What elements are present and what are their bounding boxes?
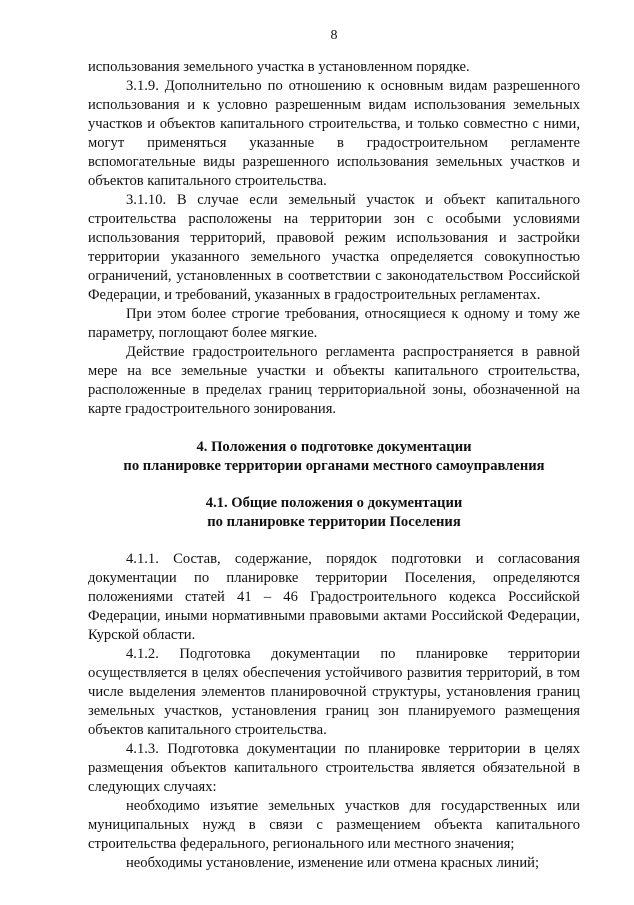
paragraph-4-1-1: 4.1.1. Состав, содержание, порядок подготовки и согласования документации по планировке территории Поселения, определяются положениями статей 41 – 46 Градостроительного кодекса Российской Федерации, иными нормативными правовыми актами Российской Федерации, Курской области. — [88, 551, 580, 643]
page-number: 8 — [330, 28, 338, 43]
list-item-red-lines: необходимы установление, изменение или отмена красных линий; — [126, 855, 540, 871]
subsection-heading-line-2: по планировке территории Поселения — [207, 514, 461, 530]
subsection-heading-line-1: 4.1. Общие положения о документации — [205, 495, 463, 511]
body-text-upper — [88, 58, 580, 419]
list-item-land-seizure: необходимо изъятие земельных участков для государственных или муниципальных нужд в связи с размещением объекта капитального строительства федерального, регионального или местного значения; — [88, 798, 580, 852]
section-heading-line-1: 4. Положения о подготовке документации — [196, 439, 472, 455]
paragraph-stricter-requirements: При этом более строгие требования, относящиеся к одному и тому же параметру, поглощают более мягкие. — [88, 306, 580, 341]
paragraph-3-1-9: 3.1.9. Дополнительно по отношению к основным видам разрешенного использования и к условно разрешенным видам использования земельных участков и объектов капитального строительства, и только совместно с ними, могут применяться указанные в градостроительном регламенте вспомогательные виды разрешенного использования земельных участков и объектов капитального строительства. — [88, 78, 580, 189]
document-page — [88, 26, 580, 873]
paragraph-regulation-scope: Действие градостроительного регламента распространяется в равной мере на все земельные участки и объекты капитального строительства, расположенные в пределах границ территориальной зоны, обозначенной на карте градостроительного зонирования. — [88, 344, 580, 417]
paragraph-4-1-3: 4.1.3. Подготовка документации по планировке территории в целях размещения объектов капитального строительства является обязательной в следующих случаях: — [88, 741, 580, 795]
subsection-heading — [88, 494, 580, 532]
paragraph-continuation: использования земельного участка в установленном порядке. — [88, 59, 470, 75]
paragraph-3-1-10: 3.1.10. В случае если земельный участок и объект капитального строительства расположены на территории зон с особыми условиями использования территорий, правовой режим использования и застройки территории указанного земельного участка определяется совокупностью ограничений, установленных в соответствии с законодательством Российской Федерации, и требований, указанных в градостроительных регламентах. — [88, 192, 580, 303]
paragraph-4-1-2: 4.1.2. Подготовка документации по планировке территории осуществляется в целях обеспечения устойчивого развития территорий, в том числе выделения элементов планировочной структуры, установления границ земельных участков, установления границ зон планируемого размещения объектов капитального строительства. — [88, 646, 580, 738]
section-heading — [88, 438, 580, 476]
section-heading-line-2: по планировке территории органами местного самоуправления — [123, 458, 545, 474]
body-text-lower — [88, 550, 580, 873]
